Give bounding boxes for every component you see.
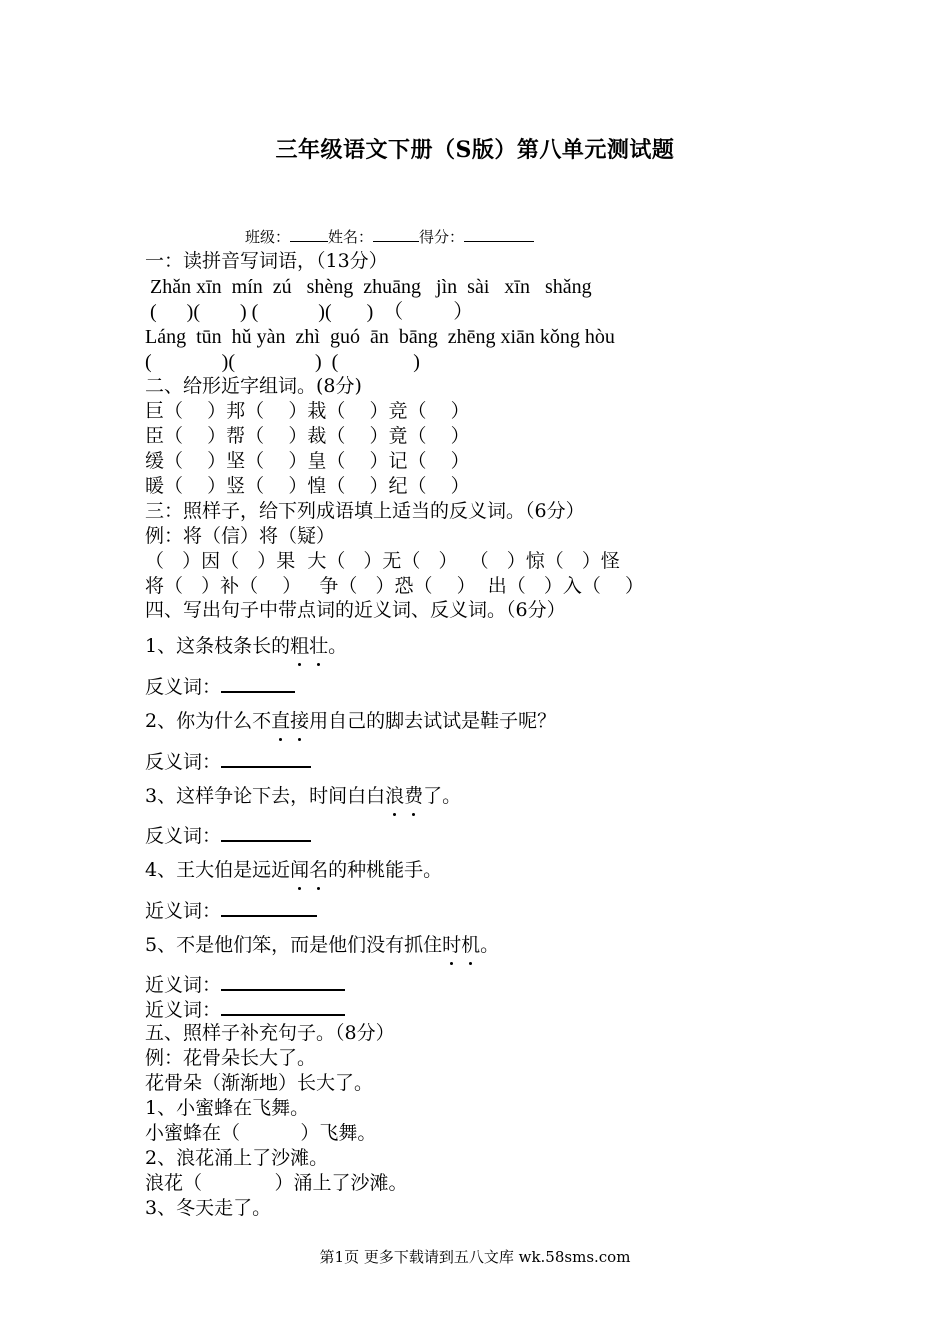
page-title: 三年级语文下册（S版）第八单元测试题 [275,137,675,163]
section-5-line-7: 3、冬天走了。 [145,1197,272,1219]
page-footer: 第1页 更多下载请到五八文库 wk.58sms.com [319,1248,631,1266]
answer-line-3: 反义词： [145,822,311,848]
blanks-line-1: ( )( ) ( )( ) （ ） [145,301,474,323]
pinyin-line-2: Láng tūn hǔ yàn zhì guó ān bāng zhēng xiān kǒng hòu [145,326,615,348]
sentence-5: 5、不是他们笨，而是他们没有抓住时机 。 [145,933,499,957]
sentence-3: 3、这样争论下去，时间白白浪费 了。 [145,784,461,808]
answer-blank[interactable] [221,748,311,768]
answer-blank[interactable] [221,897,317,917]
answer-blank[interactable] [221,971,345,991]
section-5-line-1: 例：花骨朵长大了。 [145,1047,317,1069]
dotted-word: 浪费 [385,784,423,808]
word-row-1: 巨（ ）邦（ ）栽（ ）竞（ ） [145,400,470,422]
section-1-heading: 一：读拼音写词语，（13分） [145,250,388,272]
name-label: 姓名： [328,228,374,246]
pinyin-line-1: Zhǎn xīn mín zú shèng zhuāng jìn sài xīn shǎng [145,276,592,298]
sentence-2: 2、你为什么不直接 用自己的脚去试试是鞋子呢？ [145,709,556,733]
dotted-word: 闻名 [290,858,328,882]
section-5-heading: 五、照样子补充句子。（8分） [145,1022,395,1044]
answer-line-5: 近义词： [145,971,345,997]
answer-line-6: 近义词： [145,996,345,1022]
section-2-heading: 二、给形近字组词。(8分) [145,375,362,397]
class-label: 班级： [245,228,291,246]
section-4-heading: 四、写出句子中带点词的近义词、反义词。（6分） [145,599,566,621]
sentence-1: 1、这条枝条长的粗壮 。 [145,634,347,658]
word-row-2: 臣（ ）帮（ ）裁（ ）竟（ ） [145,425,470,447]
answer-line-1: 反义词： [145,673,295,699]
section-3-heading: 三：照样子，给下列成语填上适当的反义词。（6分） [145,500,585,522]
class-blank[interactable] [290,227,328,242]
section-5-line-4: 小蜜蜂在（ ）飞舞。 [145,1122,377,1144]
student-info-line [245,226,534,247]
section-5-line-5: 2、浪花涌上了沙滩。 [145,1147,329,1169]
sentence-4: 4、王大伯是远近闻名 的种桃能手。 [145,858,442,882]
idiom-row-2: 将（ ）补（ ） 争（ ）恐（ ） 出（ ）入（ ） [145,575,645,597]
idiom-row-1: （ ）因（ ）果 大（ ）无（ ） （ ）惊（ ）怪 [145,550,620,572]
dotted-word: 粗壮 [290,634,328,658]
dotted-word: 时机 [442,933,480,957]
section-5-line-6: 浪花（ ）涌上了沙滩。 [145,1172,408,1194]
answer-line-2: 反义词： [145,748,311,774]
answer-blank[interactable] [221,822,311,842]
section-3-example: 例：将（信）将（疑） [145,525,336,547]
blanks-line-2: ( )( ) ( ) [145,351,420,373]
word-row-3: 缓（ ）坚（ ）皇（ ）记（ ） [145,450,470,472]
name-blank[interactable] [373,227,419,242]
score-label: 得分： [419,228,465,246]
word-row-4: 暖（ ）竖（ ）惶（ ）纪（ ） [145,475,470,497]
answer-blank[interactable] [221,673,295,693]
score-blank[interactable] [464,227,534,242]
dotted-word: 直接 [271,709,309,733]
section-5-line-3: 1、小蜜蜂在飞舞。 [145,1097,310,1119]
section-5-line-2: 花骨朵（渐渐地）长大了。 [145,1072,374,1094]
answer-line-4: 近义词： [145,897,317,923]
answer-blank[interactable] [221,996,345,1016]
